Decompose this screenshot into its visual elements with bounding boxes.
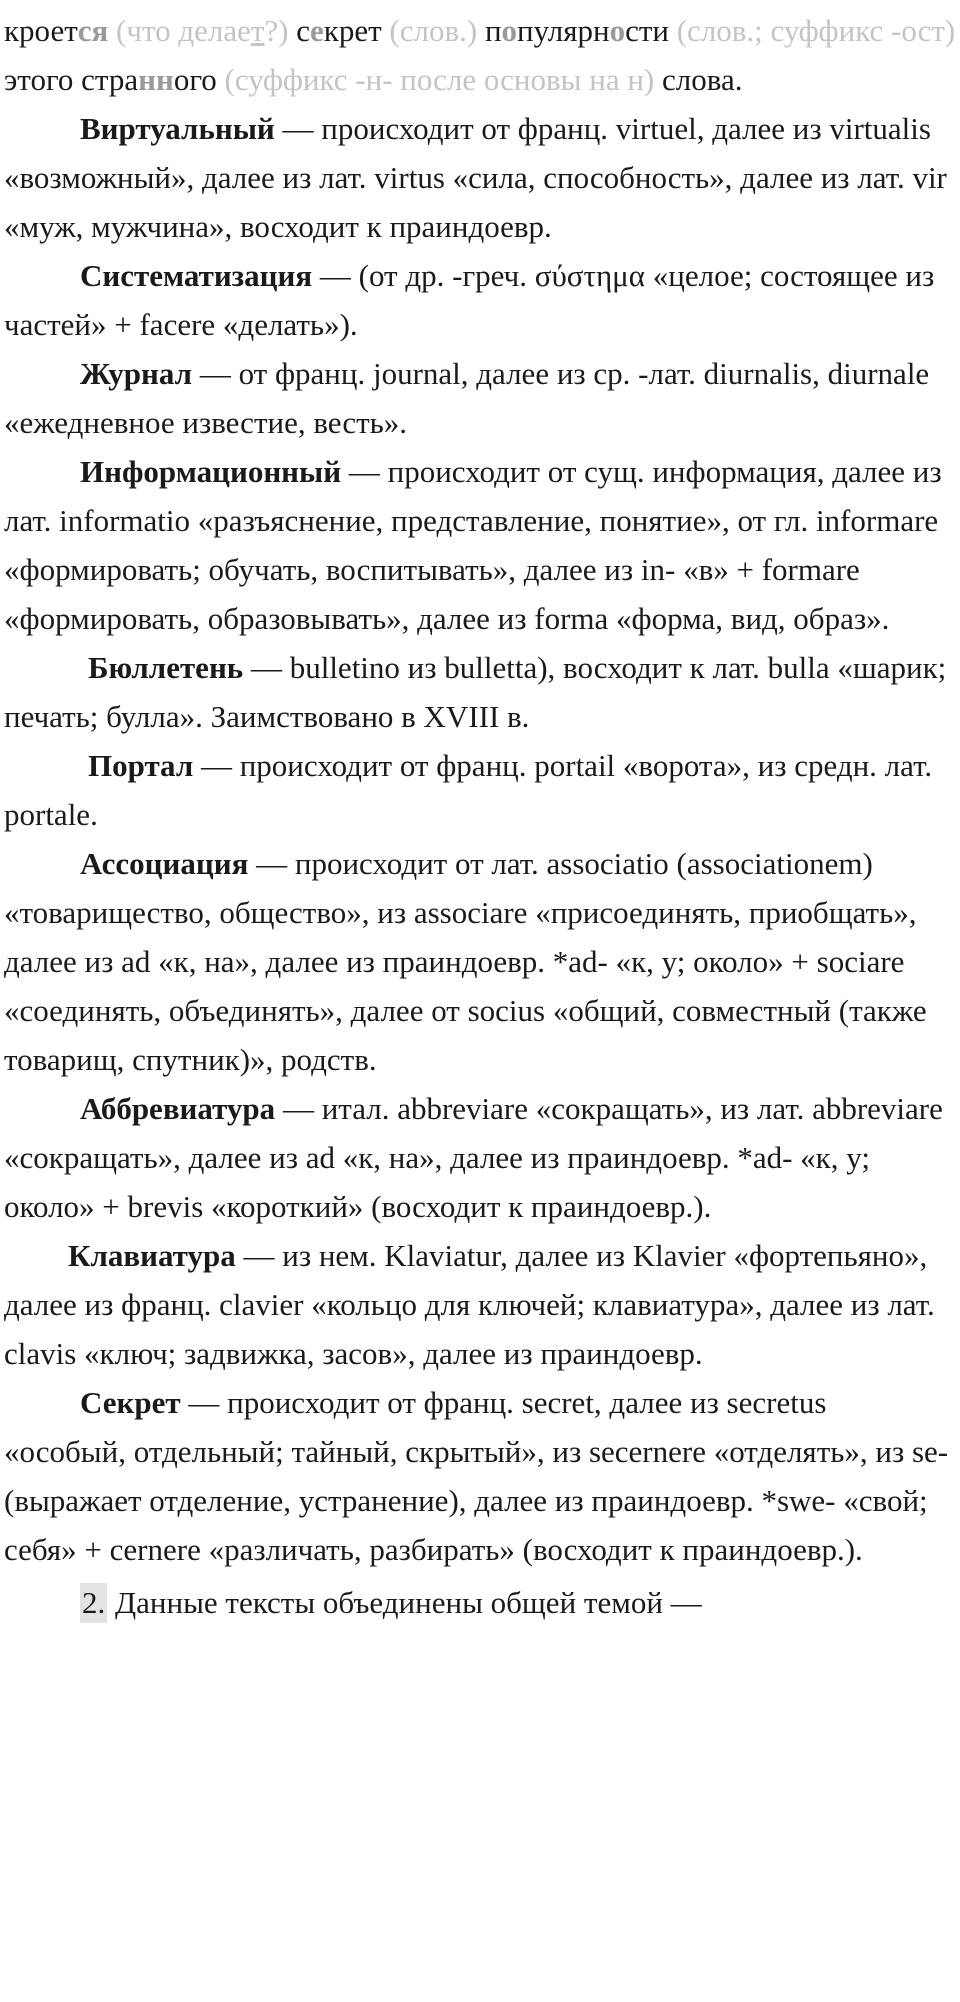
- note-slov-1: (слов.): [389, 13, 478, 48]
- entry-text: — bulletino из bulletta), восходит к лат. bulla «шарик; печать; булла». Заимствовано в XVIII в.: [4, 650, 947, 734]
- entry-term: Ассоциация: [80, 846, 249, 881]
- entry-term: Журнал: [80, 356, 193, 391]
- entry-text: — (от др. -греч. σύστημα «целое; состоящее из частей» + facere «делать»).: [4, 258, 935, 342]
- entry-klaviatura: [4, 1231, 956, 1378]
- entry-assotsiatsiya: [4, 839, 956, 1084]
- entry-virtualny: [4, 104, 956, 251]
- note-suffix-n: (суффикс -н- после основы на н): [224, 62, 655, 97]
- entry-text: — происходит от сущ. информация, далее из лат. informatio «разъяснение, представление, понятие», от гл. informare «формировать; обучать, воспитывать», далее из in- «в» + formare «формировать, образовывать», далее из forma «форма, вид, образ».: [4, 454, 942, 636]
- entry-abbreviatura: [4, 1084, 956, 1231]
- word-strannogo: этого странного: [4, 62, 217, 97]
- entry-term: Систематизация: [80, 258, 313, 293]
- entry-text: — происходит от лат. associatio (associationem) «товарищество, общество», из associare «присоединять, приобщать», далее из ad «к, на», далее из праиндоевр. *ad- «к, у; около» + sociare «соединять, объединять», далее от socius «общий, совместный (также товарищ, спутник)», родств.: [4, 846, 927, 1077]
- entry-informatsionny: [4, 447, 956, 643]
- entry-text: — от франц. journal, далее из ср. -лат. diurnalis, diurnale «ежедневное известие, весть».: [4, 356, 930, 440]
- entry-text: — итал. abbreviare «сокращать», из лат. abbreviare «сокращать», далее из ad «к, на», далее из праиндоевр. *ad- «к, у; около» + brevis «короткий» (восходит к праиндоевр.).: [4, 1091, 943, 1224]
- entry-term: Бюллетень: [88, 650, 244, 685]
- entry-term: Аббревиатура: [80, 1091, 276, 1126]
- word-populyarnosti: популярности: [484, 13, 669, 48]
- entry-text: — происходит от франц. virtuel, далее из virtualis «возможный», далее из лат. virtus «сила, способность», далее из лат. vir «муж, мужчина», восходит к праиндоевр.: [4, 111, 947, 244]
- note-suffix-ost: (слов.; суффикс -ост): [676, 13, 956, 48]
- entry-text: — из нем. Klaviatur, далее из Klavier «фортепьяно», далее из франц. clavier «кольцо для ключей; клавиатура», далее из лат. clavis «ключ; задвижка, засов», далее из праиндоевр.: [4, 1238, 935, 1371]
- morpheme-analysis-paragraph: [4, 6, 956, 104]
- entry-text: — происходит от франц. portail «ворота», из средн. лат. portale.: [4, 748, 933, 832]
- entry-portal: [4, 741, 956, 839]
- entry-term: Виртуальный: [80, 111, 275, 146]
- entry-sistematizatsiya: [4, 251, 956, 349]
- note-chto-delaet: (что делает?): [116, 13, 289, 48]
- word-slova: слова.: [662, 62, 743, 97]
- task-2-paragraph: [4, 1578, 956, 1627]
- entry-term: Клавиатура: [68, 1238, 236, 1273]
- entry-sekret: [4, 1378, 956, 1574]
- entry-term: Портал: [88, 748, 194, 783]
- word-sekret: секрет: [296, 13, 382, 48]
- document-page: [4, 6, 956, 1627]
- task-text: Данные тексты объединены общей темой —: [107, 1585, 702, 1620]
- entry-term: Информационный: [80, 454, 342, 489]
- task-number: 2.: [80, 1583, 107, 1623]
- entry-text: — происходит от франц. secret, далее из secretus «особый, отдельный; тайный, скрытый», из secernere «отделять», из se- (выражает отделение, устранение), далее из праиндоевр. *swe- «свой; себя» + cernere «различать, разбирать» (восходит к праиндоевр.).: [4, 1385, 949, 1567]
- entry-term: Секрет: [80, 1385, 181, 1420]
- entry-zhurnal: [4, 349, 956, 447]
- entry-byulleten: [4, 643, 956, 741]
- word-kroetsya: кроется: [4, 13, 109, 48]
